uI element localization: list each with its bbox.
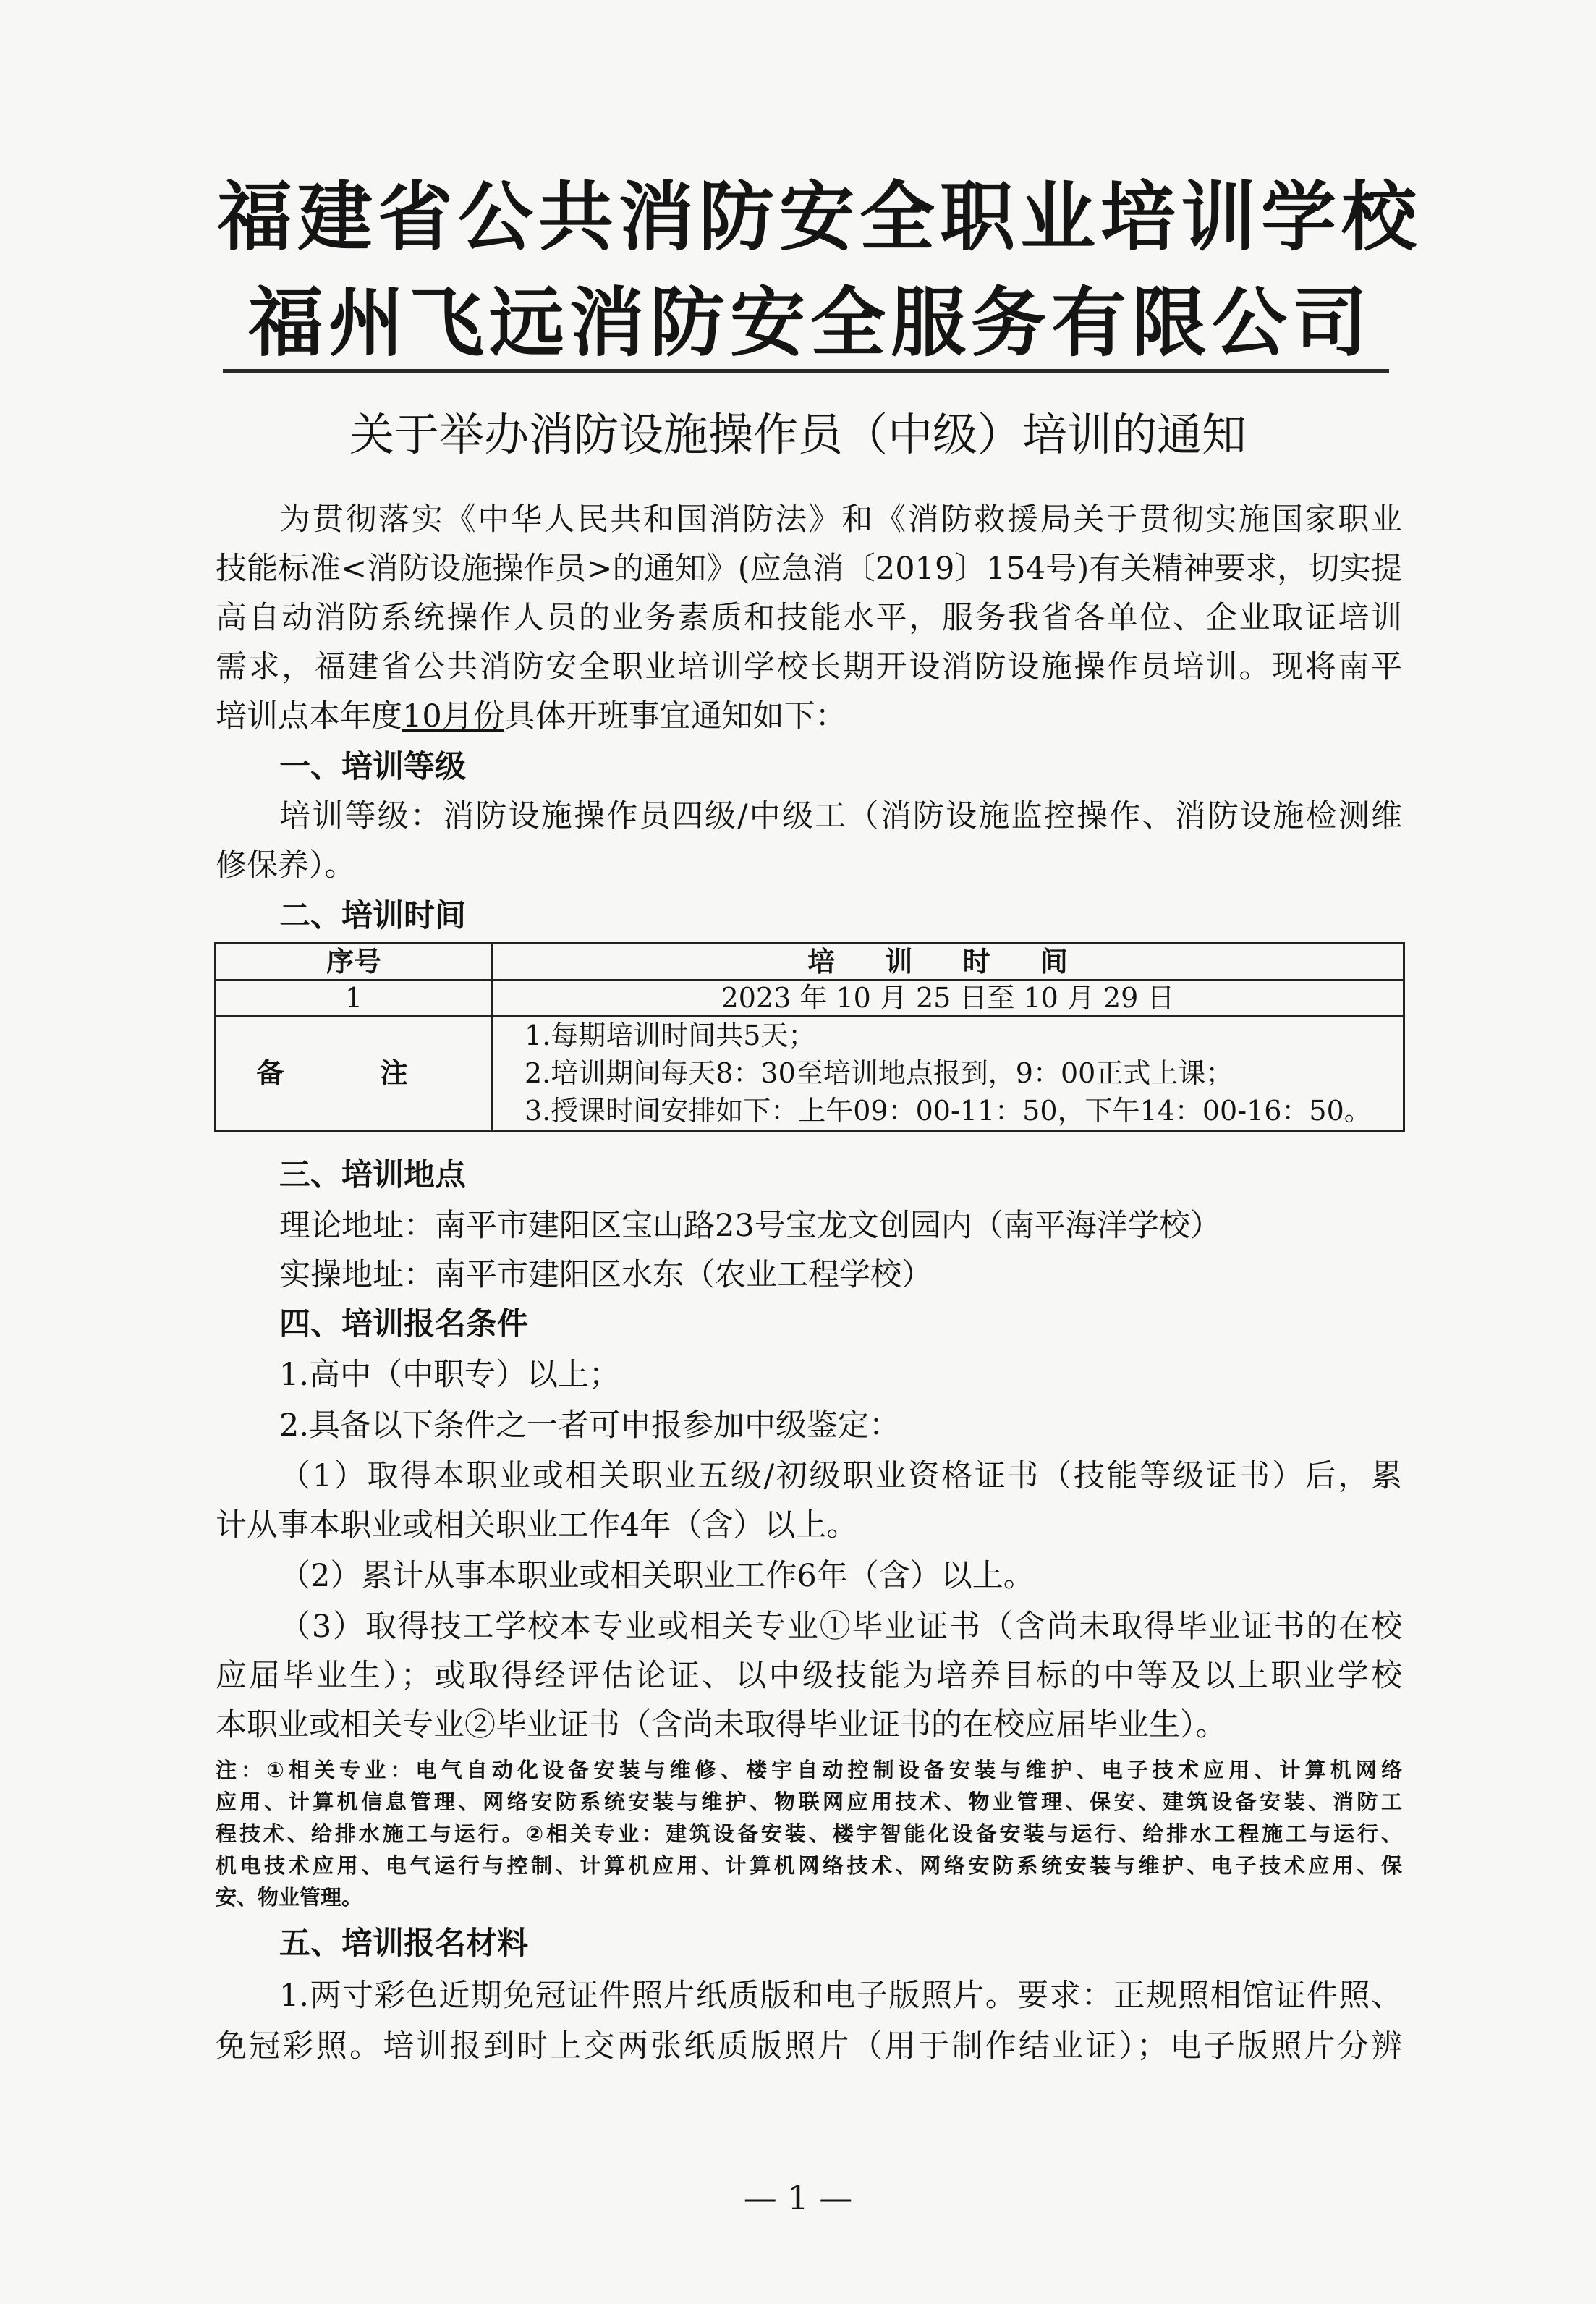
header-org-2: 福州飞远消防安全服务有限公司: [247, 278, 1372, 367]
section-3-heading: 三、培训地点: [279, 1157, 466, 1193]
s5-line-2: 免冠彩照。培训报到时上交两张纸质版照片（用于制作结业证）；电子版照片分辨: [216, 2028, 1402, 2064]
practice-address: 实操地址：南平市建阳区水东（农业工程学校）: [279, 1257, 933, 1293]
condition-2-2: （2）累计从事本职业或相关职业工作6年（含）以上。: [279, 1558, 1035, 1594]
s1-line-2: 修保养）。: [216, 847, 356, 884]
theory-address: 理论地址：南平市建阳区宝山路23号宝龙文创园内（南平海洋学校）: [279, 1208, 1221, 1244]
note-line-2: 应用、计算机信息管理、网络安防系统安装与维护、物联网应用技术、物业管理、保安、建筑设备安装、消防工: [216, 1790, 1402, 1814]
condition-2-3-line-1: （3）取得技工学校本专业或相关专业①毕业证书（含尚未取得毕业证书的在校: [279, 1609, 1402, 1645]
intro-line-4: 需求，福建省公共消防安全职业培训学校长期开设消防设施操作员培训。现将南平: [216, 649, 1402, 685]
condition-2-1-line-1: （1）取得本职业或相关职业五级/初级职业资格证书（技能等级证书）后，累: [279, 1458, 1402, 1494]
month-underlined: 10月份: [402, 698, 504, 734]
notice-title: 关于举办消防设施操作员（中级）培训的通知: [349, 408, 1247, 461]
remark-item: 3.授课时间安排如下：上午09：00-11：50，下午14：00-16：50。: [525, 1095, 1372, 1127]
page-number: — 1 —: [743, 2178, 853, 2217]
table-header-row: [216, 944, 1404, 981]
intro-line-1: 为贯彻落实《中华人民共和国消防法》和《消防救援局关于贯彻实施国家职业: [279, 501, 1402, 538]
col-no-header: 序号: [216, 944, 493, 981]
intro-line-2: 技能标准<消防设施操作员>的通知》(应急消〔2019〕154号)有关精神要求，切实提: [216, 551, 1402, 587]
note-line-5: 安、物业管理。: [216, 1885, 363, 1910]
header-org-1: 福建省公共消防安全职业培训学校: [217, 172, 1422, 261]
remark-item: 2.培训期间每天8：30至培训地点报到，9：00正式上课；: [525, 1057, 1234, 1089]
condition-2-1-line-2: 计从事本职业或相关职业工作4年（含）以上。: [216, 1507, 858, 1543]
remark-content: [492, 1016, 1404, 1131]
section-5-heading: 五、培训报名材料: [279, 1926, 528, 1962]
condition-1: 1.高中（中职专）以上；: [279, 1357, 621, 1393]
note-line-4: 机电技术应用、电气运行与控制、计算机应用、计算机网络技术、网络安防系统安装与维护、电子技术应用、保: [216, 1853, 1402, 1878]
intro-line-3: 高自动消防系统操作人员的业务素质和技能水平，服务我省各单位、企业取证培训: [216, 600, 1402, 636]
intro-text: 具体开班事宜通知如下：: [504, 698, 846, 734]
condition-2-3-line-2: 应届毕业生）；或取得经评估论证、以中级技能为培养目标的中等及以上职业学校: [216, 1658, 1402, 1694]
section-4-heading: 四、培训报名条件: [279, 1306, 528, 1342]
condition-2: 2.具备以下条件之一者可申报参加中级鉴定：: [279, 1407, 901, 1444]
remark-item: 1.每期培训时间共5天；: [525, 1020, 816, 1051]
remark-label: 备 注: [216, 1016, 493, 1131]
intro-line-5: [216, 695, 1402, 738]
table-row: [216, 980, 1404, 1016]
section-1-heading: 一、培训等级: [279, 749, 466, 785]
note-line-3: 程技术、给排水施工与运行。②相关专业：建筑设备安装、楼宇智能化设备安装与运行、给排水工程施工与运行、: [216, 1821, 1402, 1846]
condition-2-3-line-3: 本职业或相关专业②毕业证书（含尚未取得毕业证书的在校应届毕业生）。: [216, 1707, 1227, 1743]
intro-text: 培训点本年度: [216, 698, 402, 734]
row-no: 1: [216, 980, 493, 1016]
col-time-header: 培 训 时 间: [492, 944, 1404, 981]
schedule-table: [214, 942, 1405, 1132]
header-rule: [223, 369, 1389, 373]
section-2-heading: 二、培训时间: [279, 898, 466, 934]
row-time: 2023 年 10 月 25 日至 10 月 29 日: [492, 980, 1404, 1016]
note-line-1: 注：①相关专业：电气自动化设备安装与维修、楼宇自动控制设备安装与维护、电子技术应用、计算机网络: [216, 1758, 1402, 1782]
s5-line-1: 1.两寸彩色近期免冠证件照片纸质版和电子版照片。要求：正规照相馆证件照、: [279, 1978, 1402, 2014]
s1-line-1: 培训等级：消防设施操作员四级/中级工（消防设施监控操作、消防设施检测维: [279, 798, 1402, 834]
remarks-row: [216, 1016, 1404, 1131]
